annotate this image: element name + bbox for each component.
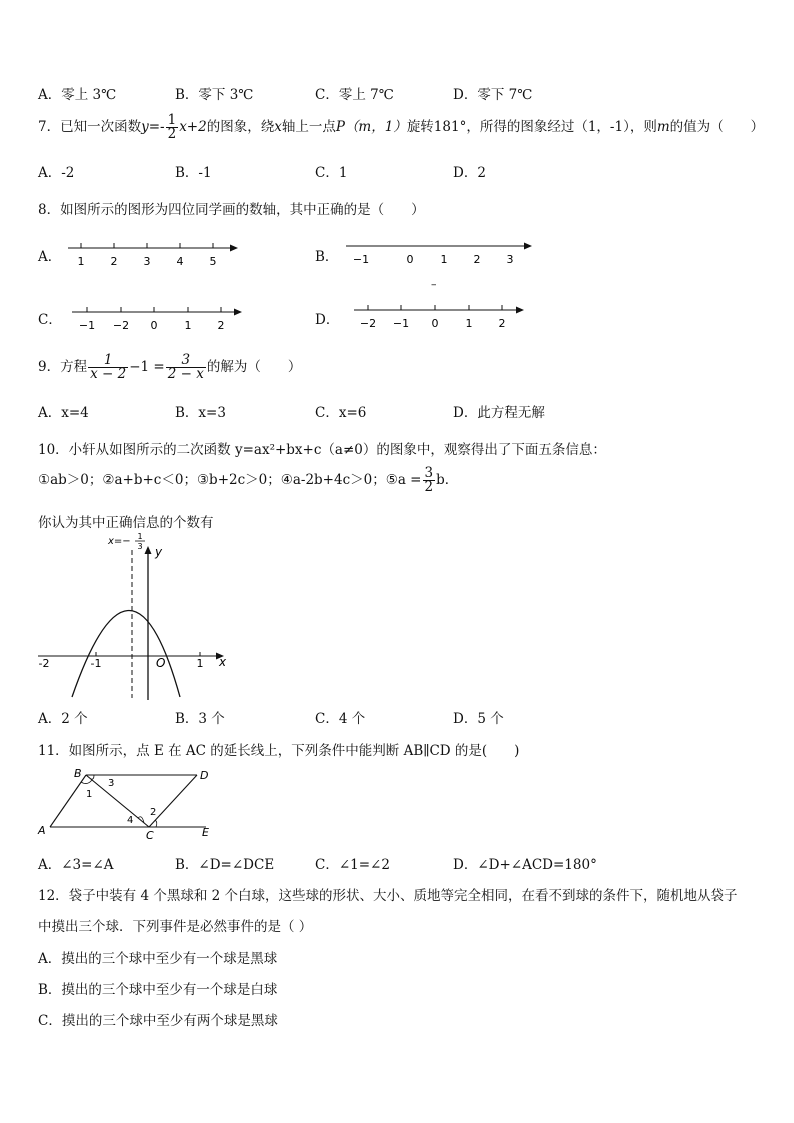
q8-label-c: C． (38, 312, 62, 328)
number-line-c (66, 302, 246, 336)
number-line-d (348, 300, 533, 334)
q7-option-b: B．-1 (175, 165, 212, 181)
q10-conditions: ①ab＞0；②a+b+c＜0；③b+2c＞0；④a-2b+4c＞0；⑤a = $\frac{3}{2}$ b． (38, 464, 459, 495)
q7-option-d: D．2 (453, 165, 486, 181)
angle-4-label: 4 (127, 815, 134, 826)
parabola-graph (36, 532, 236, 702)
tick-label: 1 (465, 317, 473, 330)
tick-label: 3 (506, 253, 514, 266)
q8-label-b: B． (315, 249, 339, 265)
q12-option-a: A．摸出的三个球中至少有一个球是黑球 (38, 951, 278, 967)
q11-option-d: D．∠D+∠ACD=180° (453, 857, 597, 873)
tick-label: −2 (359, 317, 377, 330)
angle-2-label: 2 (150, 807, 157, 818)
q11-option-b: B．∠D=∠DCE (175, 857, 275, 873)
tick-label: 2 (217, 319, 225, 332)
q6-option-d: D．零下 7℃ (453, 87, 533, 103)
q9-option-d: D．此方程无解 (453, 405, 545, 421)
x-axis-label: x (219, 655, 227, 669)
q7-stem: 7．已知一次函数y=- $\frac{1}{2}$ x+2的图象，绕x轴上一点P（m，1）旋转181°，所得的图象经过（1，-1），则m的值为（ ） (38, 111, 765, 142)
tick-label: 2 (498, 317, 506, 330)
q9-option-c: C．x=6 (315, 405, 367, 421)
q6-option-c: C．零上 7℃ (315, 87, 394, 103)
q6-option-b: B．零下 3℃ (175, 87, 254, 103)
tick-label: 5 (209, 255, 217, 268)
q7-option-c: C．1 (315, 165, 348, 181)
point-e-label: E (202, 826, 209, 839)
tick-label: 1 (196, 657, 204, 670)
q10-option-d: D．5 个 (453, 711, 504, 727)
symmetry-frac-den: 3 (137, 542, 143, 551)
q10-option-c: C．4 个 (315, 711, 366, 727)
q7-option-a: A．-2 (38, 165, 75, 181)
point-d-label: D (200, 769, 209, 782)
q6-option-a: A．零上 3℃ (38, 87, 117, 103)
tick-label: -2 (38, 657, 50, 670)
q12-option-c: C．摸出的三个球中至少有两个球是黑球 (38, 1013, 278, 1029)
point-c-label: C (146, 829, 154, 842)
q8-label-a: A． (38, 249, 62, 265)
number-line-a (62, 238, 242, 272)
q11-option-a: A．∠3=∠A (38, 857, 114, 873)
tick-label: 0 (150, 319, 158, 332)
q10-stem: 10．小轩从如图所示的二次函数 y=ax²+bx+c（a≠0）的图象中，观察得出了下面五条信息： (38, 442, 606, 458)
tick-label: 1 (440, 253, 448, 266)
q12-stem-line2: 中摸出三个球．下列事件是必然事件的是（ ） (38, 919, 313, 935)
q11-stem: 11．如图所示，点 E 在 AC 的延长线上，下列条件中能判断 AB∥CD 的是( ) (38, 743, 520, 759)
stray-mark: – (431, 278, 437, 291)
q11-option-c: C．∠1=∠2 (315, 857, 390, 873)
y-axis-label: y (155, 545, 163, 559)
q9-option-a: A．x=4 (38, 405, 89, 421)
q8-stem: 8．如图所示的图形为四位同学画的数轴，其中正确的是（ ） (38, 202, 425, 218)
tick-label: −1 (78, 319, 96, 332)
symmetry-frac-num: 1 (137, 532, 143, 541)
q9-stem: 9．方程 $\frac{1}{x - 2}$ −1 = $\frac{3}{2 - x}$ 的解为（ ） (38, 351, 302, 382)
tick-label: 1 (184, 319, 192, 332)
q10-question: 你认为其中正确信息的个数有 (38, 515, 214, 531)
tick-label: 0 (431, 317, 439, 330)
tick-label: −1 (392, 317, 410, 330)
parallelogram-figure (34, 764, 224, 844)
tick-label: 3 (143, 255, 151, 268)
tick-label: -1 (90, 657, 102, 670)
tick-label: 2 (473, 253, 481, 266)
tick-label: 0 (406, 253, 414, 266)
number-line-b (340, 236, 540, 270)
q10-option-a: A．2 个 (38, 711, 88, 727)
origin-label: O (156, 656, 166, 670)
angle-3-label: 3 (108, 778, 115, 789)
q12-option-b: B．摸出的三个球中至少有一个球是白球 (38, 982, 278, 998)
q9-option-b: B．x=3 (175, 405, 226, 421)
tick-label: 4 (176, 255, 184, 268)
q10-option-b: B．3 个 (175, 711, 225, 727)
q12-stem-line1: 12．袋子中装有 4 个黑球和 2 个白球，这些球的形状、大小、质地等完全相同，在看不到球的条件下，随机地从袋子 (38, 888, 738, 904)
tick-label: 1 (77, 255, 85, 268)
q8-label-d: D． (315, 312, 340, 328)
tick-label: −1 (352, 253, 370, 266)
tick-label: −2 (112, 319, 130, 332)
point-a-label: A (38, 824, 46, 837)
symmetry-label: x=− (108, 536, 131, 547)
tick-label: 2 (110, 255, 118, 268)
angle-1-label: 1 (86, 789, 93, 800)
point-b-label: B (74, 767, 82, 780)
